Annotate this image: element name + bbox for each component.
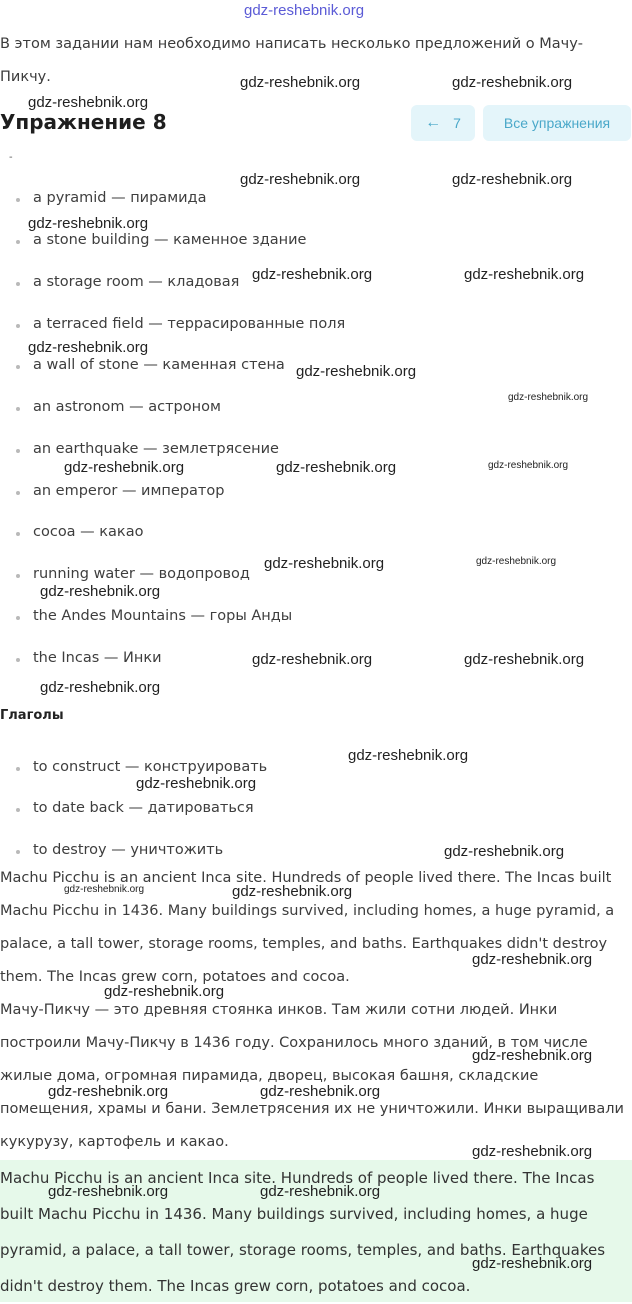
prev-exercise-button[interactable]: [411, 105, 475, 141]
page-title: Упражнение 8: [0, 110, 167, 134]
watermark: gdz-reshebnik.org: [472, 1143, 593, 1160]
watermark: gdz-reshebnik.org: [488, 460, 569, 471]
prev-exercise-label: 7: [453, 115, 461, 131]
watermark: gdz-reshebnik.org: [296, 363, 417, 380]
watermark: gdz-reshebnik.org: [28, 339, 149, 356]
bullet-dot-icon: [16, 240, 20, 244]
bullet-dot-icon: [16, 407, 20, 411]
watermark: gdz-reshebnik.org: [48, 1083, 169, 1100]
watermark: gdz-reshebnik.org: [244, 2, 365, 19]
watermark: gdz-reshebnik.org: [472, 1047, 593, 1064]
separator: -: [9, 152, 13, 163]
bullet-dot-icon: [16, 282, 20, 286]
watermark: gdz-reshebnik.org: [508, 392, 589, 403]
watermark: gdz-reshebnik.org: [40, 679, 161, 696]
watermark: gdz-reshebnik.org: [64, 884, 145, 895]
answer-block: [0, 1160, 632, 1302]
text-english: Machu Picchu is an ancient Inca site. Hundreds of people lived there. The Incas built Machu Picchu in 1436. Many buildings survived, including homes, a huge pyramid, a palace, a tall tower, storage rooms, temples, and baths. Earthquakes didn't destroy them. The Incas grew corn, potatoes and cocoa.: [0, 870, 615, 985]
watermark: gdz-reshebnik.org: [444, 843, 565, 860]
watermark: gdz-reshebnik.org: [28, 94, 149, 111]
bullet-dot-icon: [16, 365, 20, 369]
watermark: gdz-reshebnik.org: [104, 983, 225, 1000]
bullet-dot-icon: [16, 808, 20, 812]
verbs-heading: Глаголы: [0, 708, 64, 723]
watermark: gdz-reshebnik.org: [136, 775, 257, 792]
all-exercises-label: Все упражнения: [503, 115, 611, 131]
watermark: gdz-reshebnik.org: [348, 747, 469, 764]
watermark: gdz-reshebnik.org: [452, 171, 573, 188]
watermark: gdz-reshebnik.org: [476, 556, 557, 567]
watermark: gdz-reshebnik.org: [472, 951, 593, 968]
bullet-dot-icon: [16, 767, 20, 771]
answer-text: Machu Picchu is an ancient Inca site. Hundreds of people lived there. The Incas built Machu Picchu in 1436. Many buildings survived, including homes, a huge pyramid, a palace, a tall tower, storage rooms, temples, and baths. Earthquakes didn't destroy them. The Incas grew corn, potatoes and cocoa.: [0, 1169, 606, 1295]
watermark: gdz-reshebnik.org: [464, 266, 585, 283]
watermark: gdz-reshebnik.org: [260, 1083, 381, 1100]
intro-text: В этом задании нам необходимо написать несколько предложений о Мачу-Пикчу.: [0, 36, 584, 85]
watermark: gdz-reshebnik.org: [48, 1183, 169, 1200]
watermark: gdz-reshebnik.org: [64, 459, 185, 476]
watermark: gdz-reshebnik.org: [28, 215, 149, 232]
watermark: gdz-reshebnik.org: [240, 74, 361, 91]
arrow-left-icon: ←: [425, 114, 442, 131]
all-exercises-button[interactable]: [483, 105, 631, 141]
watermark: gdz-reshebnik.org: [472, 1255, 593, 1272]
bullet-dot-icon: [16, 198, 20, 202]
bullet-dot-icon: [16, 850, 20, 854]
bullet-dot-icon: [16, 324, 20, 328]
bullet-dot-icon: [16, 491, 20, 495]
watermark: gdz-reshebnik.org: [260, 1183, 381, 1200]
watermark: gdz-reshebnik.org: [452, 74, 573, 91]
watermark: gdz-reshebnik.org: [464, 651, 585, 668]
bullet-dot-icon: [16, 616, 20, 620]
bullet-dot-icon: [16, 574, 20, 578]
watermark: gdz-reshebnik.org: [264, 555, 385, 572]
watermark: gdz-reshebnik.org: [40, 583, 161, 600]
watermark: gdz-reshebnik.org: [276, 459, 397, 476]
bullet-dot-icon: [16, 532, 20, 536]
watermark: gdz-reshebnik.org: [252, 651, 373, 668]
watermark: gdz-reshebnik.org: [240, 171, 361, 188]
bullet-dot-icon: [16, 658, 20, 662]
watermark: gdz-reshebnik.org: [252, 266, 373, 283]
watermark: gdz-reshebnik.org: [232, 883, 353, 900]
bullet-dot-icon: [16, 449, 20, 453]
text-russian: Мачу-Пикчу — это древняя стоянка инков. Там жили сотни людей. Инки построили Мачу-Пикчу в 1436 году. Сохранилось много зданий, в том числе жилые дома, огромная пирамида, дворец, высокая башня, складские помещения, храмы и бани. Землетрясения их не уничтожили. Инки выращивали кукурузу, картофель и какао.: [0, 1002, 624, 1150]
